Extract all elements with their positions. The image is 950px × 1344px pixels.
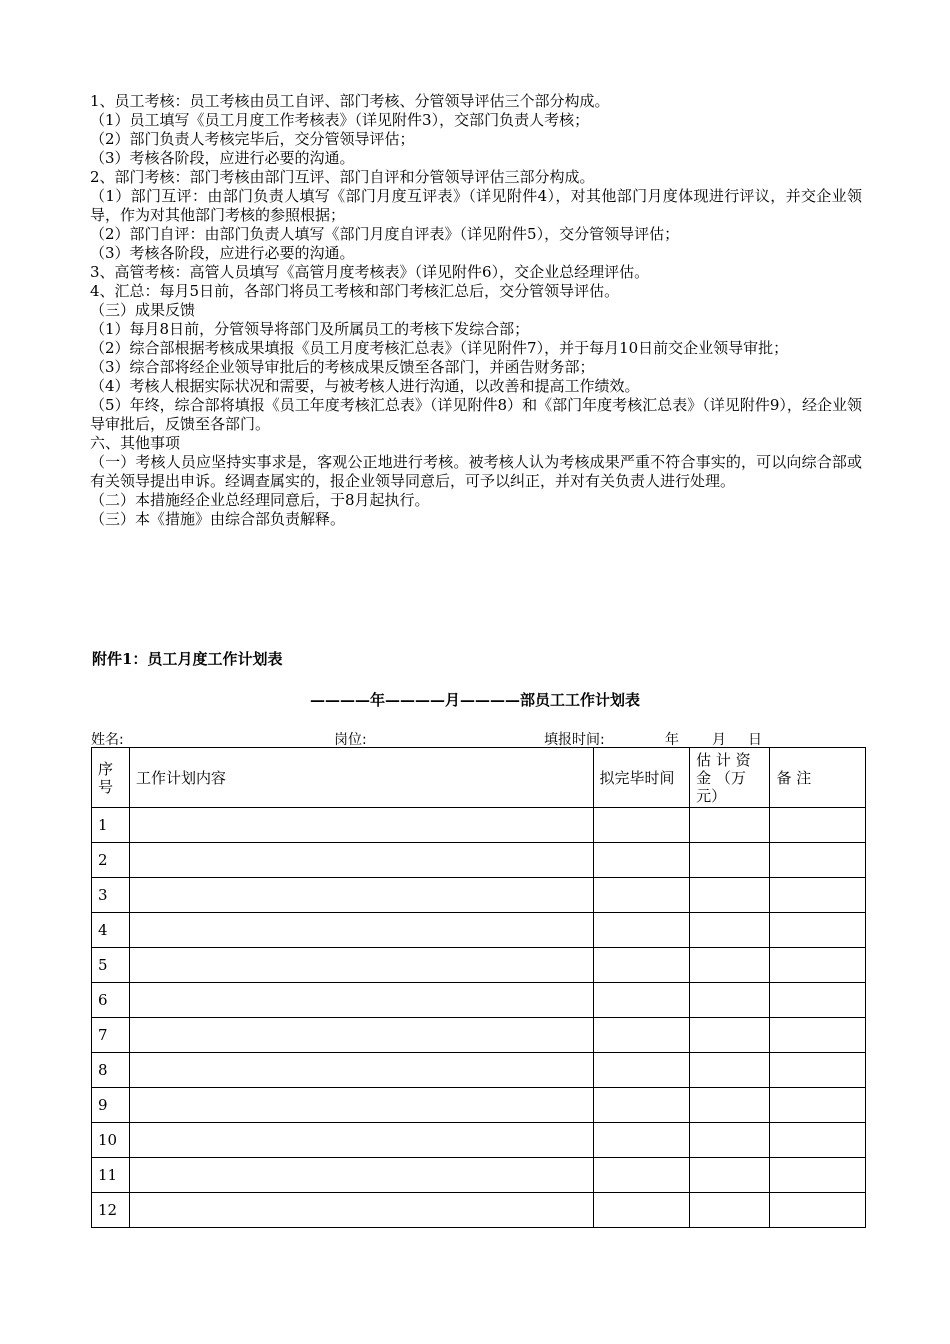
row-content[interactable] — [129, 983, 593, 1018]
row-note[interactable] — [770, 913, 866, 948]
paragraph: 4、汇总：每月5日前，各部门将员工考核和部门考核汇总后，交分管领导评估。 — [90, 282, 620, 300]
attachment-title: 附件1：员工月度工作计划表 — [92, 650, 283, 668]
row-note[interactable] — [770, 878, 866, 913]
row-completion-time[interactable] — [593, 1158, 690, 1193]
row-content[interactable] — [129, 808, 593, 843]
paragraph: 3、高管考核：高管人员填写《高管月度考核表》（详见附件6），交企业总经理评估。 — [90, 263, 650, 281]
paragraph: （一）考核人员应坚持实事求是，客观公正地进行考核。被考核人认为考核成果严重不符合事实的，可以向综合部或有关领导提出申诉。经调查属实的，报企业领导同意后，可予以纠正，并对有关负责人进行处理。 — [90, 453, 862, 490]
header-fund-line-1: 估 计 资 — [696, 750, 751, 769]
row-note[interactable] — [770, 1018, 866, 1053]
row-number: 5 — [92, 948, 130, 983]
row-number: 8 — [92, 1053, 130, 1088]
paragraph: （2）部门自评：由部门负责人填写《部门月度自评表》（详见附件5），交分管领导评估； — [90, 225, 680, 243]
table-row — [92, 1193, 866, 1228]
row-number: 7 — [92, 1018, 130, 1053]
table-row — [92, 1158, 866, 1193]
row-number: 11 — [92, 1158, 130, 1193]
paragraph: （1）部门互评：由部门负责人填写《部门月度互评表》（详见附件4），对其他部门月度体现进行评议，并交企业领导，作为对其他部门考核的参照根据； — [90, 187, 862, 224]
paragraph: 六、其他事项 — [90, 434, 181, 452]
row-number: 2 — [92, 843, 130, 878]
row-content[interactable] — [129, 913, 593, 948]
table-title: ————年————月————部员工工作计划表 — [309, 691, 640, 709]
paragraph: （3）考核各阶段，应进行必要的沟通。 — [90, 244, 355, 262]
table-row — [92, 808, 866, 843]
row-content[interactable] — [129, 1193, 593, 1228]
table-row — [92, 1123, 866, 1158]
row-completion-time[interactable] — [593, 1193, 690, 1228]
table-row — [92, 1088, 866, 1123]
row-completion-time[interactable] — [593, 948, 690, 983]
paragraph: （3）考核各阶段，应进行必要的沟通。 — [90, 149, 355, 167]
row-estimated-fund[interactable] — [690, 878, 770, 913]
header-fund-line-3: 元） — [696, 786, 727, 805]
row-note[interactable] — [770, 983, 866, 1018]
table-row — [92, 843, 866, 878]
row-note[interactable] — [770, 1053, 866, 1088]
header-completion-time: 拟完毕时间 — [593, 748, 690, 808]
table-header-row — [92, 748, 866, 808]
paragraph: 2、部门考核：部门考核由部门互评、部门自评和分管领导评估三部分构成。 — [90, 168, 595, 186]
row-note[interactable] — [770, 1158, 866, 1193]
row-content[interactable] — [129, 1018, 593, 1053]
table-row — [92, 983, 866, 1018]
row-completion-time[interactable] — [593, 983, 690, 1018]
header-note: 备 注 — [770, 748, 866, 808]
paragraph: （三）成果反馈 — [90, 301, 196, 319]
row-completion-time[interactable] — [593, 1018, 690, 1053]
fill-time-label: 填报时间: — [544, 732, 605, 748]
name-label: 姓名: — [91, 732, 124, 748]
row-note[interactable] — [770, 1193, 866, 1228]
row-completion-time[interactable] — [593, 913, 690, 948]
row-estimated-fund[interactable] — [690, 808, 770, 843]
row-completion-time[interactable] — [593, 1123, 690, 1158]
row-content[interactable] — [129, 1158, 593, 1193]
row-estimated-fund[interactable] — [690, 843, 770, 878]
row-completion-time[interactable] — [593, 878, 690, 913]
row-number: 10 — [92, 1123, 130, 1158]
row-note[interactable] — [770, 948, 866, 983]
row-content[interactable] — [129, 1053, 593, 1088]
paragraph: （2）部门负责人考核完毕后，交分管领导评估； — [90, 130, 415, 148]
month-label: 月 — [712, 732, 726, 748]
row-content[interactable] — [129, 878, 593, 913]
row-number: 9 — [92, 1088, 130, 1123]
row-content[interactable] — [129, 1123, 593, 1158]
paragraph: 1、员工考核：员工考核由员工自评、部门考核、分管领导评估三个部分构成。 — [90, 92, 610, 110]
header-number: 序号 — [92, 748, 130, 808]
row-number: 3 — [92, 878, 130, 913]
paragraph: （3）综合部将经企业领导审批后的考核成果反馈至各部门，并函告财务部； — [90, 358, 595, 376]
position-label: 岗位: — [334, 732, 367, 748]
row-estimated-fund[interactable] — [690, 948, 770, 983]
row-content[interactable] — [129, 1088, 593, 1123]
table-row — [92, 1018, 866, 1053]
table-row — [92, 878, 866, 913]
row-number: 6 — [92, 983, 130, 1018]
row-estimated-fund[interactable] — [690, 1158, 770, 1193]
header-estimated-fund — [690, 748, 770, 808]
row-content[interactable] — [129, 948, 593, 983]
row-note[interactable] — [770, 808, 866, 843]
paragraph: （1）员工填写《员工月度工作考核表》（详见附件3），交部门负责人考核； — [90, 111, 590, 129]
work-plan-table — [91, 747, 866, 1228]
table-row — [92, 913, 866, 948]
row-content[interactable] — [129, 843, 593, 878]
row-note[interactable] — [770, 1123, 866, 1158]
row-estimated-fund[interactable] — [690, 983, 770, 1018]
row-number: 12 — [92, 1193, 130, 1228]
paragraph: （三）本《措施》由综合部负责解释。 — [90, 510, 346, 528]
row-completion-time[interactable] — [593, 843, 690, 878]
paragraph: （4）考核人根据实际状况和需要，与被考核人进行沟通，以改善和提高工作绩效。 — [90, 377, 640, 395]
paragraph: （5）年终，综合部将填报《员工年度考核汇总表》（详见附件8）和《部门年度考核汇总表》（详见附件9），经企业领导审批后，反馈至各部门。 — [90, 396, 862, 433]
row-number: 1 — [92, 808, 130, 843]
row-estimated-fund[interactable] — [690, 1088, 770, 1123]
row-completion-time[interactable] — [593, 808, 690, 843]
table-row — [92, 948, 866, 983]
body-text — [90, 92, 862, 529]
header-content: 工作计划内容 — [129, 748, 593, 808]
row-estimated-fund[interactable] — [690, 1193, 770, 1228]
row-estimated-fund[interactable] — [690, 1018, 770, 1053]
row-completion-time[interactable] — [593, 1088, 690, 1123]
paragraph: （2）综合部根据考核成果填报《员工月度考核汇总表》（详见附件7），并于每月10日前交企业领导审批； — [90, 339, 789, 357]
row-estimated-fund[interactable] — [690, 913, 770, 948]
day-label: 日 — [748, 732, 762, 748]
header-fund-line-2: 金 （万 — [696, 768, 746, 787]
row-number: 4 — [92, 913, 130, 948]
row-note[interactable] — [770, 1088, 866, 1123]
row-completion-time[interactable] — [593, 1053, 690, 1088]
table-row — [92, 1053, 866, 1088]
year-label: 年 — [665, 732, 679, 748]
paragraph: （二）本措施经企业总经理同意后，于8月起执行。 — [90, 491, 430, 509]
paragraph: （1）每月8日前，分管领导将部门及所属员工的考核下发综合部； — [90, 320, 530, 338]
row-estimated-fund[interactable] — [690, 1053, 770, 1088]
row-note[interactable] — [770, 843, 866, 878]
row-estimated-fund[interactable] — [690, 1123, 770, 1158]
